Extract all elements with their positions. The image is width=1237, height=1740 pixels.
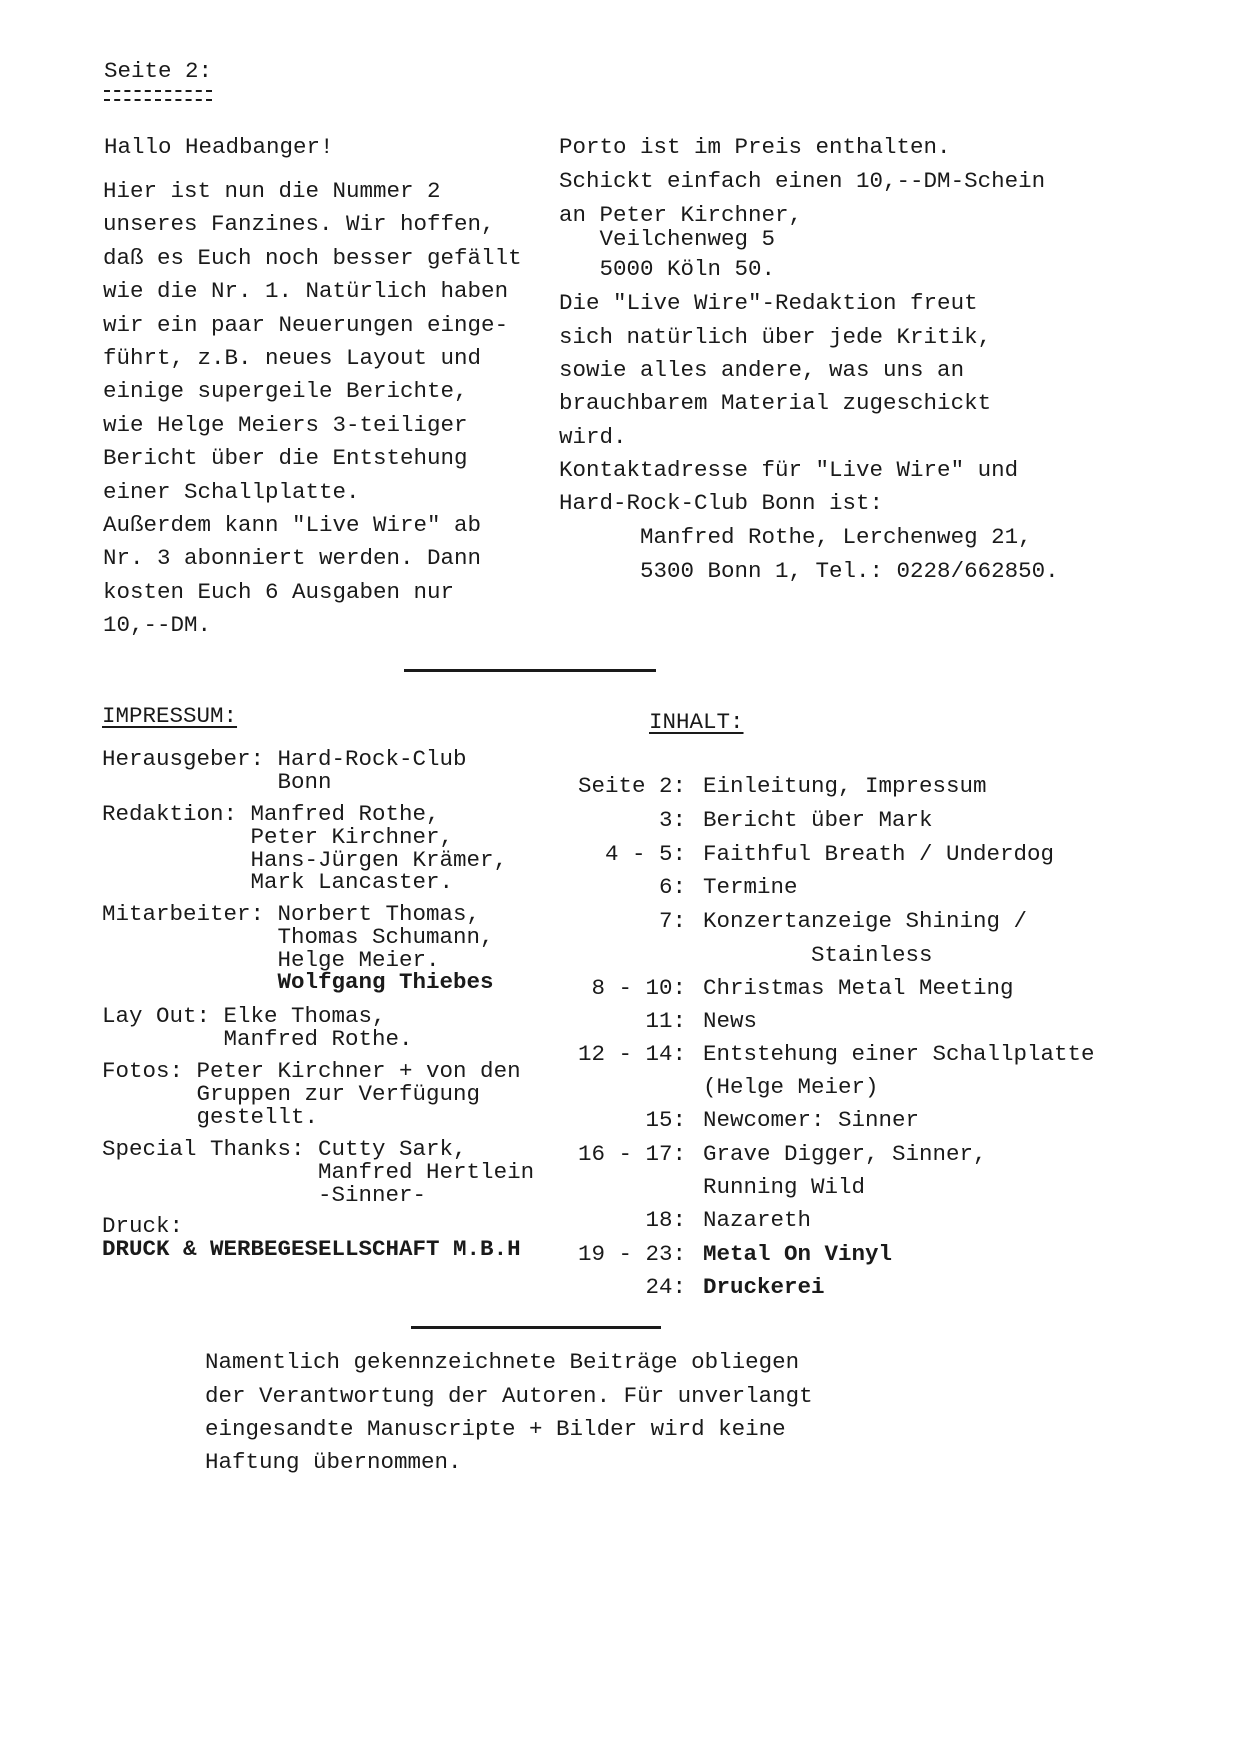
intro-paragraph-line: einige supergeile Berichte, [103, 378, 468, 405]
toc-page-number: Seite 2: [577, 773, 686, 799]
greeting: Hallo Headbanger! [104, 134, 334, 160]
impressum-line: Special Thanks: Cutty Sark, [102, 1136, 467, 1162]
impressum-line: Wolfgang Thiebes [102, 969, 494, 995]
impressum-line: Bonn [102, 769, 332, 795]
impressum-line: Fotos: Peter Kirchner + von den [102, 1058, 521, 1084]
intro-right-line: Veilchenweg 5 [559, 226, 776, 252]
toc-page-number: 16 - 17: [577, 1141, 686, 1167]
toc-title: Running Wild [703, 1174, 866, 1200]
impressum-line: Herausgeber: Hard-Rock-Club [102, 746, 467, 772]
intro-paragraph-line: führt, z.B. neues Layout und [103, 345, 482, 371]
toc-page-number: 19 - 23: [577, 1241, 686, 1267]
toc-title: Christmas Metal Meeting [703, 975, 1014, 1001]
impressum-line: Thomas Schumann, [102, 924, 494, 950]
toc-title: Stainless [703, 942, 933, 968]
toc-title: Konzertanzeige Shining / [703, 908, 1028, 934]
toc-title: Druckerei [703, 1274, 825, 1300]
intro-paragraph-line: 10,--DM. [103, 612, 212, 639]
toc-page-number: 6: [658, 874, 686, 900]
toc-title: Entstehung einer Schallplatte [703, 1041, 1095, 1067]
section-divider-bottom [411, 1326, 661, 1329]
toc-page-number: 3: [658, 807, 686, 833]
impressum-line: Lay Out: Elke Thomas, [102, 1003, 386, 1029]
intro-right-line: an Peter Kirchner, [559, 202, 803, 228]
toc-title: Grave Digger, Sinner, [703, 1141, 987, 1167]
intro-right-line: wird. [559, 424, 627, 450]
intro-paragraph-line: unseres Fanzines. Wir hoffen, [103, 211, 495, 238]
intro-paragraph-line: kosten Euch 6 Ausgaben nur [103, 578, 455, 605]
intro-paragraph-line: Bericht über die Entstehung [103, 445, 468, 472]
title-double-underline [104, 90, 212, 101]
impressum-line: Manfred Rothe. [102, 1026, 413, 1052]
impressum-line: Mitarbeiter: Norbert Thomas, [102, 901, 481, 927]
toc-title: Newcomer: Sinner [703, 1107, 920, 1133]
toc-title: Metal On Vinyl [703, 1241, 893, 1267]
toc-title: News [703, 1008, 758, 1034]
toc-page-number: 7: [658, 908, 686, 934]
toc-page-number: 12 - 14: [577, 1041, 686, 1067]
impressum-line: Gruppen zur Verfügung [102, 1081, 481, 1107]
intro-right-line: brauchbarem Material zugeschickt [559, 390, 992, 416]
toc-page-number: 4 - 5: [604, 841, 686, 867]
toc-page-number: 18: [645, 1207, 686, 1233]
intro-right-line: Kontaktadresse für "Live Wire" und [559, 457, 1019, 483]
toc-title: Einleitung, Impressum [703, 773, 987, 799]
toc-page-number: 8 - 10: [591, 975, 686, 1001]
impressum-heading: IMPRESSUM: [102, 703, 238, 729]
intro-right-line: Schickt einfach einen 10,--DM-Schein [559, 168, 1046, 194]
impressum-line: Redaktion: Manfred Rothe, [102, 801, 440, 827]
toc-title: Termine [703, 874, 798, 900]
disclaimer-line: Haftung übernommen. [205, 1449, 462, 1475]
disclaimer-line: der Verantwortung der Autoren. Für unverlangt [205, 1383, 813, 1409]
intro-right-line: 5300 Bonn 1, Tel.: 0228/662850. [559, 558, 1059, 584]
intro-right-line: Manfred Rothe, Lerchenweg 21, [559, 524, 1032, 550]
intro-right-line: sich natürlich über jede Kritik, [559, 324, 992, 350]
disclaimer-line: eingesandte Manuscripte + Bilder wird keine [205, 1416, 786, 1442]
intro-paragraph-line: wie die Nr. 1. Natürlich haben [103, 278, 509, 305]
page-title: Seite 2: [104, 58, 213, 84]
intro-right-line: Die "Live Wire"-Redaktion freut [559, 290, 978, 316]
intro-paragraph-line: Außerdem kann "Live Wire" ab [103, 512, 482, 538]
toc-title: Nazareth [703, 1207, 812, 1233]
impressum-line: Helge Meier. [102, 947, 440, 973]
impressum-line: Manfred Hertlein [102, 1159, 535, 1185]
inhalt-heading: INHALT: [649, 709, 744, 735]
disclaimer-line: Namentlich gekennzeichnete Beiträge obliegen [205, 1349, 800, 1375]
toc-title: (Helge Meier) [703, 1074, 879, 1100]
intro-paragraph-line: Hier ist nun die Nummer 2 [103, 178, 441, 204]
intro-right-line: 5000 Köln 50. [559, 256, 776, 282]
intro-right-line: Porto ist im Preis enthalten. [559, 134, 951, 160]
intro-right-line: Hard-Rock-Club Bonn ist: [559, 490, 884, 516]
impressum-line: DRUCK & WERBEGESELLSCHAFT M.B.H [102, 1236, 521, 1262]
impressum-line: Mark Lancaster. [102, 869, 454, 895]
toc-title: Bericht über Mark [703, 807, 933, 833]
impressum-line: Peter Kirchner, [102, 824, 454, 850]
intro-right-line: sowie alles andere, was uns an [559, 357, 965, 383]
impressum-line: Druck: [102, 1213, 184, 1239]
toc-page-number: 11: [645, 1008, 686, 1034]
impressum-line: Hans-Jürgen Krämer, [102, 847, 508, 873]
impressum-line: -Sinner- [102, 1182, 427, 1208]
toc-title: Faithful Breath / Underdog [703, 841, 1055, 867]
intro-paragraph-line: wir ein paar Neuerungen einge- [103, 311, 509, 338]
toc-page-number: 15: [645, 1107, 686, 1133]
intro-paragraph-line: Nr. 3 abonniert werden. Dann [103, 545, 482, 572]
intro-paragraph-line: wie Helge Meiers 3-teiliger [103, 411, 468, 438]
impressum-line: gestellt. [102, 1104, 319, 1130]
toc-page-number: 24: [645, 1274, 686, 1300]
intro-paragraph-line: einer Schallplatte. [103, 478, 360, 505]
intro-paragraph-line: daß es Euch noch besser gefällt [103, 244, 522, 271]
section-divider [404, 669, 656, 672]
